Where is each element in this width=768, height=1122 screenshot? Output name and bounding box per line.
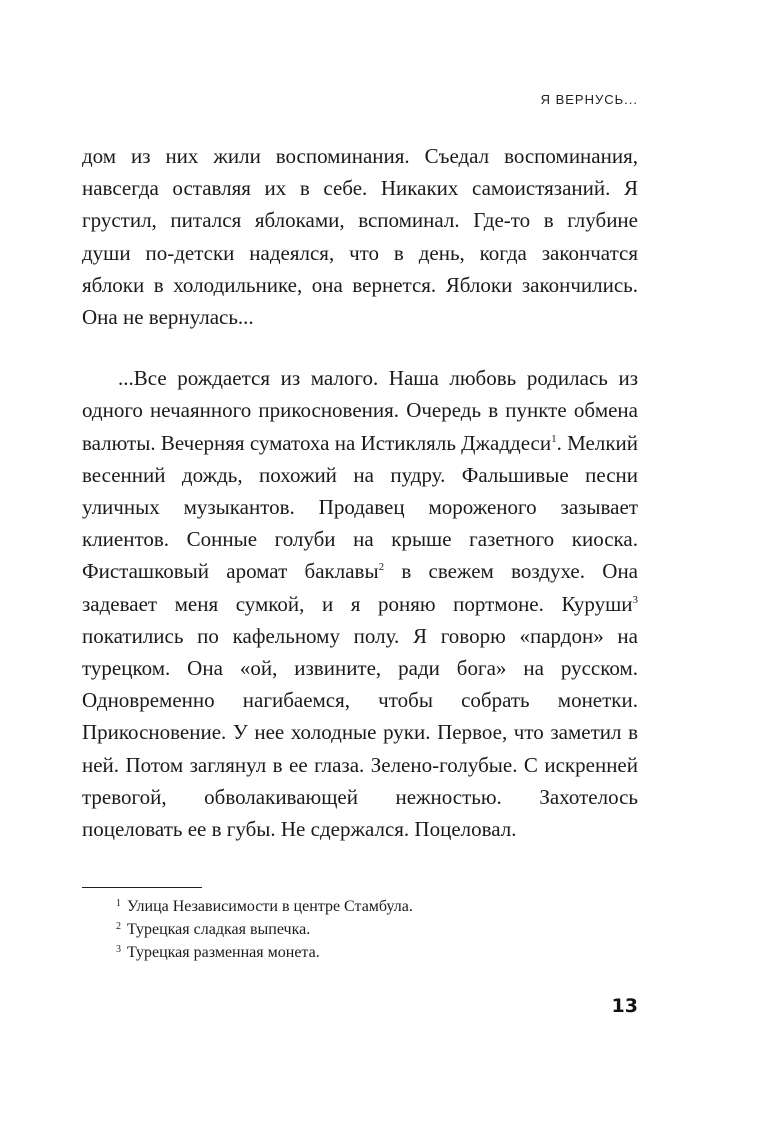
footnote-ref-1: 1 [551,432,557,445]
paragraph-2-part-2: . Мелкий весенний дождь, похожий на пудру. Фальшивые песни уличных музыкантов. Продавец мороженого зазывает клиентов. Сонные голуби на крыше газетного киоска. Фисташковый аромат баклавы [82,430,638,584]
footnote-ref-3: 3 [632,593,638,606]
running-header: Я ВЕРНУСЬ... [540,92,638,107]
paragraph-2-part-4: покатились по кафельному полу. Я говорю «пардон» на турецком. Она «ой, извините, ради бога» на русском. Одновременно нагибаемся, чтобы собрать монетки. Прикосновение. У нее холодные руки. Первое, что заметил в ней. Потом заглянул в ее глаза. Зелено-голубые. С искренней тревогой, обволакивающей нежностью. Захотелось поцеловать ее в губы. Не сдержался. Поцеловал. [82,623,638,842]
footnote-1 [116,895,413,918]
paragraph-2-part-3: в свежем воздухе. Она задевает меня сумкой, и я роняю портмоне. Куруши [82,559,638,616]
footnote-2 [116,918,413,941]
footnotes [116,895,413,964]
paragraph-2 [82,362,638,845]
paragraph-2-part-1: ...Все рождается из малого. Наша любовь родилась из одного нечаянного прикосновения. Очередь в пункте обмена валюты. Вечерняя суматоха на Истикляль Джаддеси [82,366,638,455]
footnote-divider [82,887,202,888]
footnote-ref-2: 2 [378,561,385,574]
page-number: 13 [611,995,638,1017]
paragraph-spacer [82,333,638,362]
paragraph-1: дом из них жили воспоминания. Съедал воспоминания, навсегда оставляя их в себе. Никаких самоистязаний. Я грустил, питался яблоками, вспоминал. Где-то в глубине души по-детски надеялся, что в день, когда закончатся яблоки в холодильнике, она вернется. Яблоки закончились. Она не вернулась... [82,144,638,330]
footnote-mark-2: 2 [116,921,121,932]
footnote-text-2: Турецкая сладкая выпечка. [127,921,311,938]
footnote-3 [116,941,413,964]
footnote-mark-3: 3 [116,944,121,955]
footnote-mark-1: 1 [116,898,121,909]
footnote-text-3: Турецкая разменная монета. [127,944,320,961]
footnote-text-1: Улица Независимости в центре Стамбула. [127,898,413,915]
main-text [82,140,638,845]
